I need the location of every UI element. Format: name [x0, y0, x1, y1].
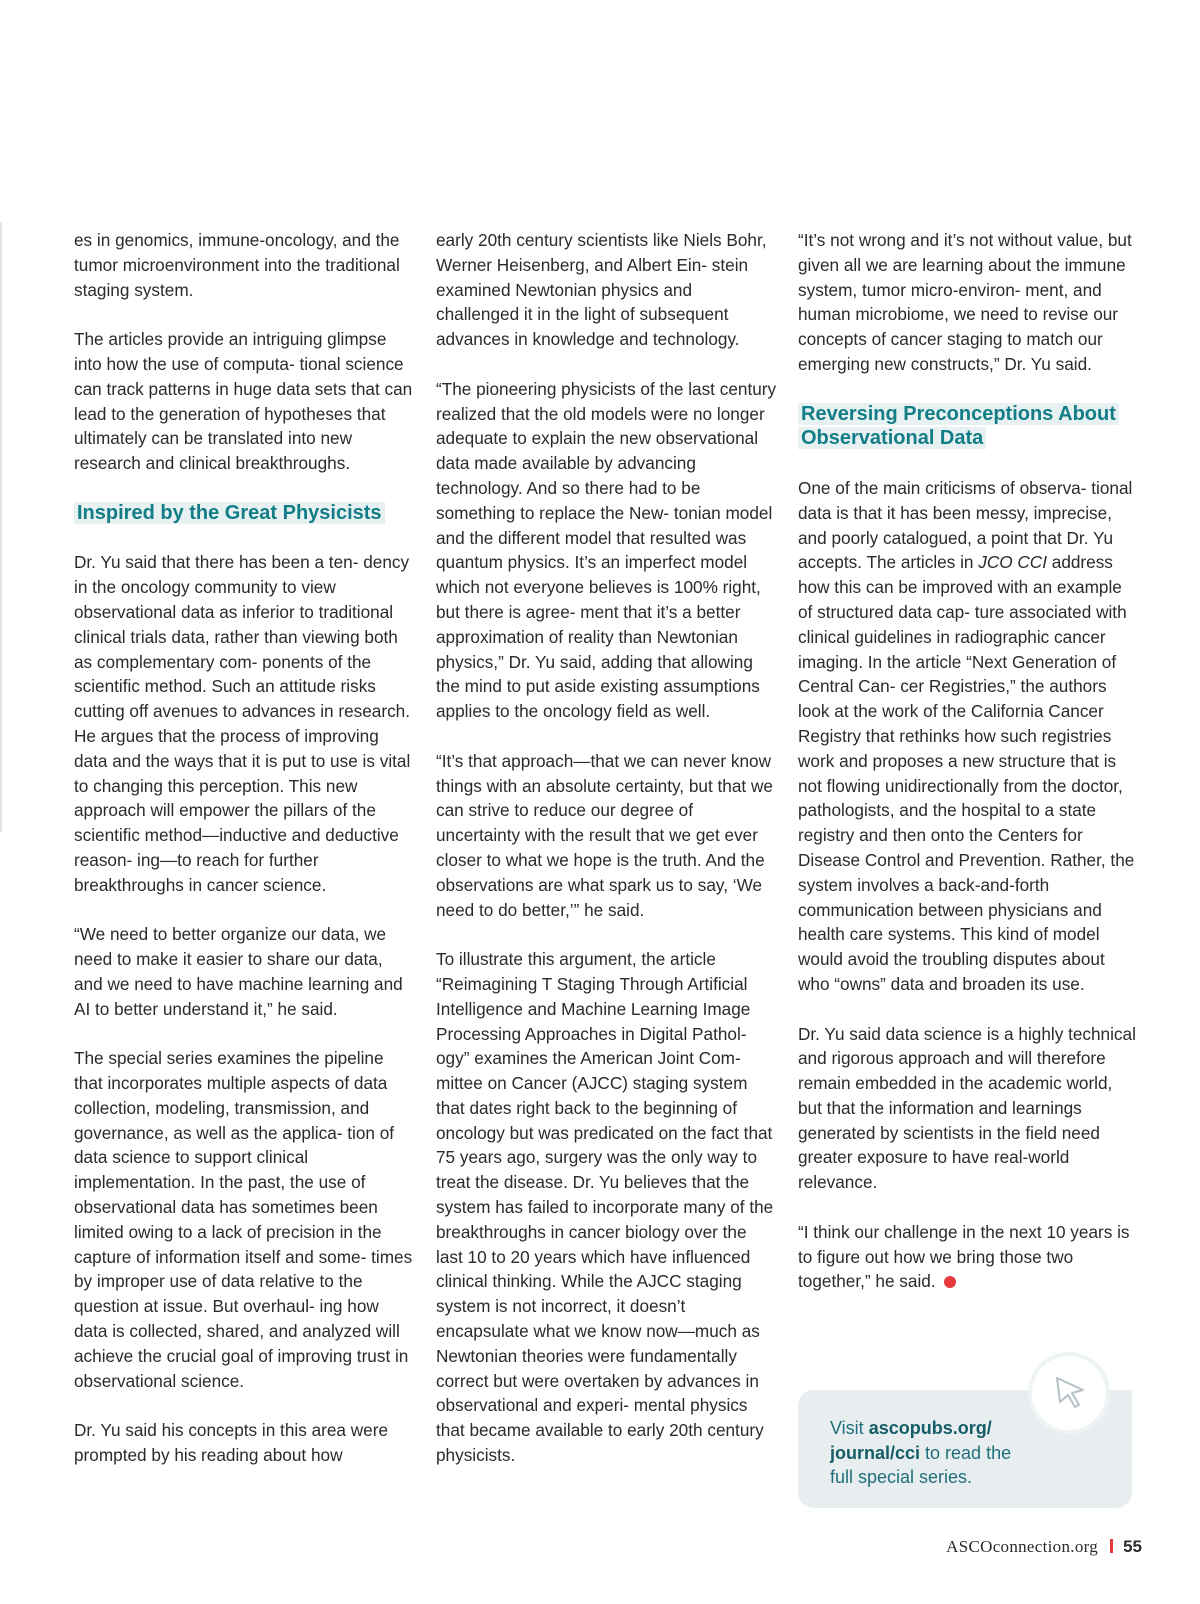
callout-suffix: to read the full special series.: [830, 1442, 1012, 1487]
article-column-2: [436, 228, 778, 1493]
end-mark-icon: [944, 1276, 956, 1288]
paragraph: Dr. Yu said data science is a highly technical and rigorous approach and will therefore remain embedded in the academic world, but that the information and learnings generated by scientists in the field need greater exposure to have real-world relevance.: [798, 1023, 1136, 1193]
paragraph: “It’s not wrong and it’s not without value, but given all we are learning about the immune system, tumor micro-environ- ment, and human microbiome, we need to revise our concepts of cancer staging to match our emerging new constructs,” Dr. Yu said.: [798, 230, 1132, 374]
paragraph: To illustrate this argument, the article “Reimagining T Staging Through Artificial Intelligence and Machine Learning Image Processing Approaches in Digital Pathol- ogy” examines the American Joint Com- mittee on Cancer (AJCC) staging system that dates right back to the beginning of oncology but was predicated on the fact that 75 years ago, surgery was the only way to treat the disease. Dr. Yu believes that the system has failed to incorporate many of the breakthroughs in cancer biology over the last 10 to 20 years which have influenced clinical thinking. While the AJCC staging system is not incorrect, it doesn’t encapsulate what we know now—much as Newtonian theories were fundamentally correct but were overtaken by advances in observational and experi- mental physics that became available to early 20th century physicists.: [436, 949, 774, 1466]
heading-text: Reversing Preconceptions About Observational Data: [798, 403, 1119, 450]
journal-name: JCO CCI: [978, 552, 1047, 573]
footer-site: ASCOconnection.org: [946, 1537, 1099, 1556]
paragraph: early 20th century scientists like Niels Bohr, Werner Heisenberg, and Albert Ein- stein examined Newtonian physics and challenged it in the light of subsequent advances in knowledge and technology.: [436, 230, 767, 350]
cursor-arrow-icon: [1054, 1376, 1086, 1410]
paragraph-text: One of the main criticisms of observa- tional data is that it has been messy, imprecise, and poorly catalogued, a point that Dr. Yu accepts. The articles in: [798, 477, 1133, 573]
heading-text: Inspired by the Great Physicists: [74, 502, 385, 524]
cursor-badge: [1032, 1356, 1106, 1430]
paragraph: “We need to better organize our data, we need to make it easier to share our data, and we need to have machine learning and AI to better understand it,” he said.: [74, 924, 403, 1019]
page-number: 55: [1123, 1537, 1142, 1556]
paragraph: The special series examines the pipeline that incorporates multiple aspects of data collection, modeling, transmission, and governance, as well as the applica- tion of data science to support clinical implementation. In the past, the use of observational data has sometimes been limited owing to a lack of precision in the capture of information itself and some- times by improper use of data relative to the question at issue. But overhaul- ing how data is collected, shared, and analyzed will achieve the crucial goal of improving trust in observational science.: [74, 1048, 413, 1391]
callout-link[interactable]: ascopubs.org/ journal/cci: [830, 1418, 992, 1463]
paragraph: The articles provide an intriguing glimpse into how the use of computa- tional science can track patterns in huge data sets that can lead to the generation of hypotheses that ultimately can be translated into new research and clinical breakthroughs.: [74, 329, 413, 474]
paragraph-text: “I think our challenge in the next 10 years is to figure out how we bring those two together,” he said.: [798, 1221, 1130, 1292]
paragraph: [798, 1220, 1140, 1294]
paragraph: [798, 476, 1140, 997]
paragraph: “The pioneering physicists of the last century realized that the old models were no longer adequate to explain the new observational data made available by advancing technology. And so there had to be something to replace the New- tonian model and the different model that resulted was quantum physics. It’s an imperfect model which not everyone believes is 100% right, but there is agree- ment that it’s a better approximation of reality than Newtonian physics,” Dr. Yu said, adding that allowing the mind to put aside existing assumptions applies to the oncology field as well.: [436, 378, 777, 722]
page-footer: [946, 1537, 1142, 1557]
paragraph-text: address how this can be improved with an example of structured data cap- ture associated with clinical guidelines in radiographic cancer imaging. In the article “Next Generation of Central Can- cer Registries,” the authors look at the work of the California Cancer Registry that rethinks how such registries work and proposes a new structure that is not flowing unidirectionally from the doctor, pathologists, and the hospital to a state registry and then onto the Centers for Disease Control and Prevention. Rather, the system involves a back-and-forth communication between physicians and health care systems. This kind of model would avoid the troubling disputes about who “owns” data and broaden its use.: [798, 552, 1135, 994]
paragraph: “It’s that approach—that we can never know things with an absolute certainty, but that we can strive to reduce our degree of uncertainty with the result that we get ever closer to what we hope is the truth. And the observations are what spark us to say, ‘We need to do better,’” he said.: [436, 750, 773, 920]
page-edge-mark: [0, 222, 2, 832]
footer-divider: [1110, 1539, 1113, 1553]
section-heading-preconceptions: [798, 402, 1140, 452]
callout-prefix: Visit: [830, 1418, 869, 1438]
callout-text: [830, 1416, 1030, 1490]
paragraph: Dr. Yu said that there has been a ten- dency in the oncology community to view observational data as inferior to traditional clinical trials data, rather than viewing both as complementary com- ponents of the scientific method. Such an attitude risks cutting off avenues to advances in research. He argues that the process of improving data and the ways that it is put to use is vital to changing this perception. This new approach will empower the pillars of the scientific method—inductive and deductive reason- ing—to reach for further breakthroughs in cancer science.: [74, 552, 411, 895]
section-heading-physicists: [74, 501, 414, 526]
paragraph: es in genomics, immune-oncology, and the tumor microenvironment into the traditional staging system.: [74, 230, 400, 300]
paragraph: Dr. Yu said his concepts in this area were prompted by his reading about how: [74, 1420, 388, 1466]
article-column-1: [74, 228, 414, 1493]
article-column-3: [798, 228, 1140, 1319]
